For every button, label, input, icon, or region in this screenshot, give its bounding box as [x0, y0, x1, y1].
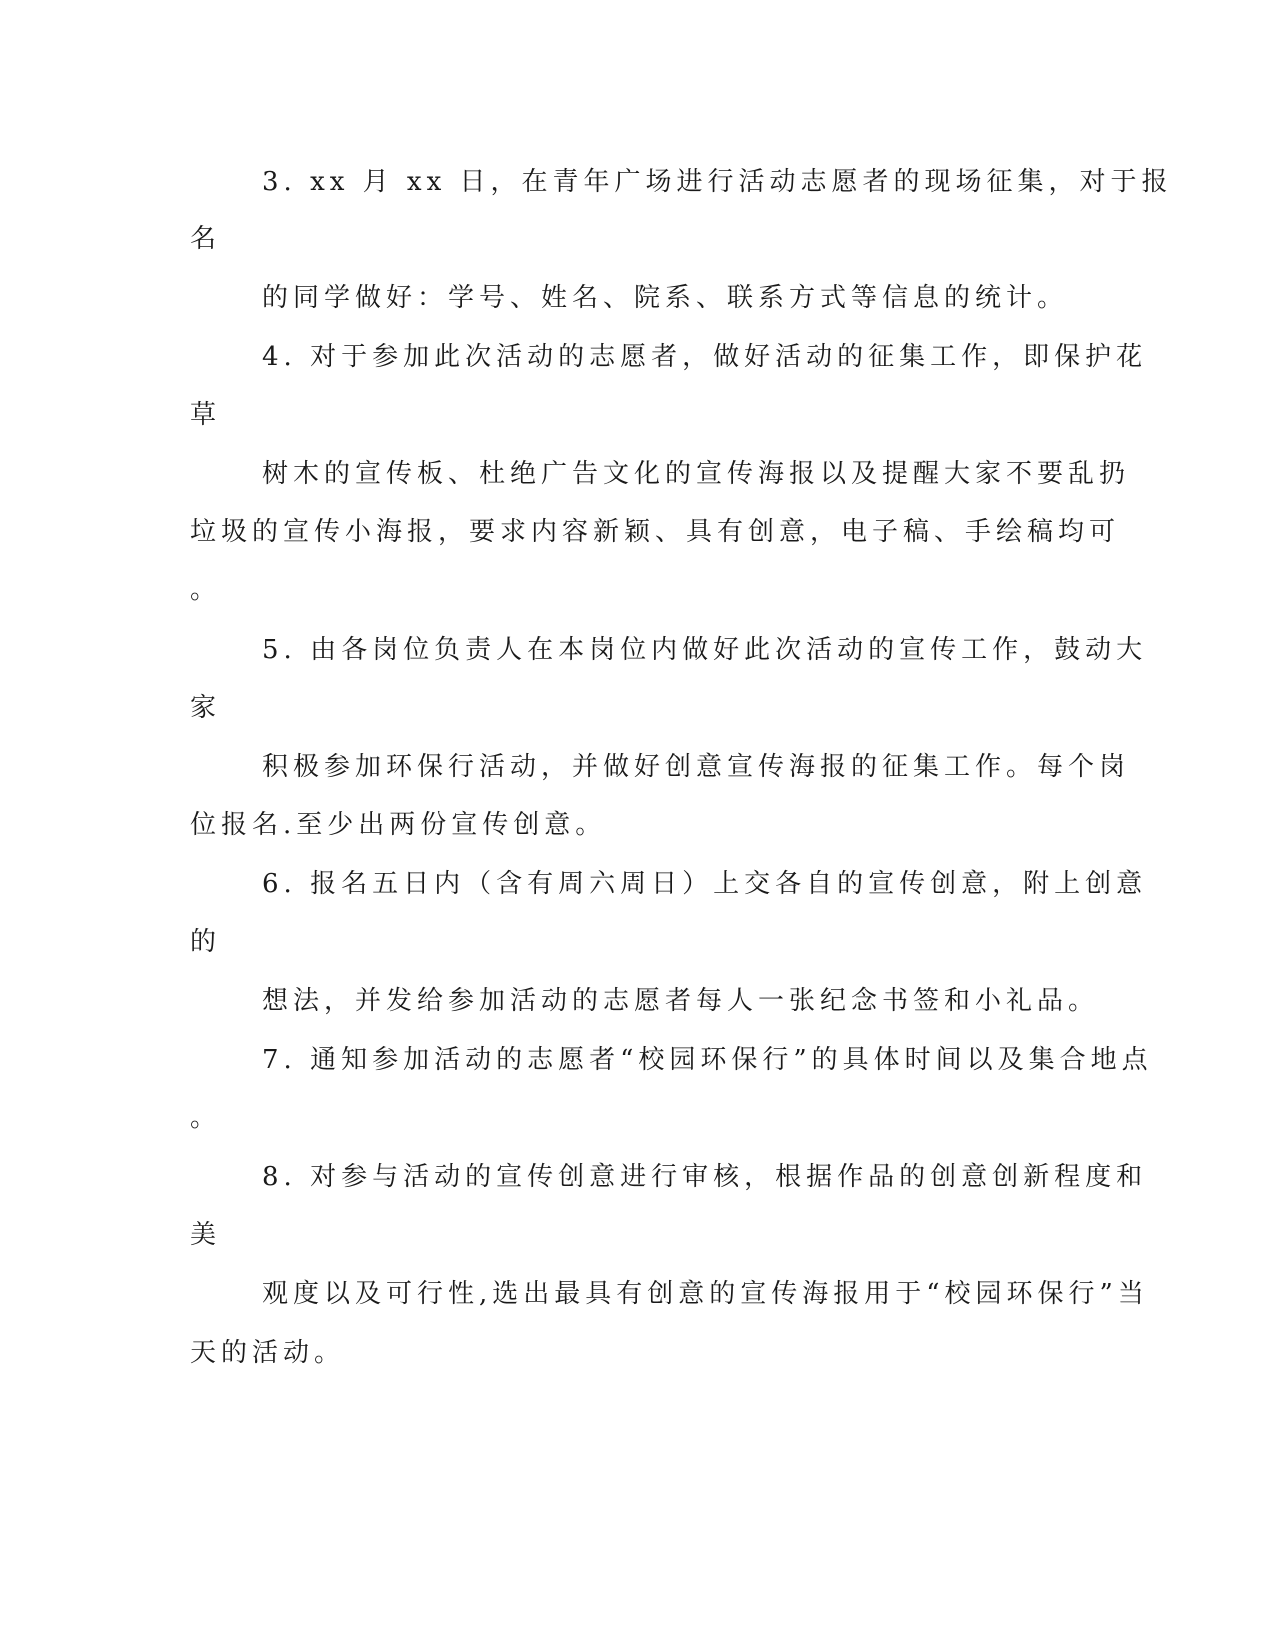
text-line: 的: [190, 927, 222, 957]
text-line: 的同学做好：学号、姓名、院系、联系方式等信息的统计。: [262, 283, 1069, 313]
text-line: 天的活动。: [190, 1338, 346, 1368]
text-line: 位报名.至少出两份宣传创意。: [190, 810, 607, 840]
text-line: 。: [190, 1103, 222, 1133]
text-line: 5. 由各岗位负责人在本岗位内做好此次活动的宣传工作，鼓动大: [262, 635, 1148, 665]
text-line: 垃圾的宣传小海报，要求内容新颖、具有创意，电子稿、手绘稿均可: [190, 517, 1121, 547]
text-line: 6. 报名五日内（含有周六周日）上交各自的宣传创意，附上创意: [262, 869, 1148, 899]
text-line: 名: [190, 224, 222, 254]
text-line: 3. xx 月 xx 日，在青年广场进行活动志愿者的现场征集，对于报: [262, 167, 1173, 197]
text-line: 。: [190, 575, 222, 605]
text-line: 树木的宣传板、杜绝广告文化的宣传海报以及提醒大家不要乱扔: [262, 459, 1131, 489]
text-line: 家: [190, 693, 222, 723]
text-line: 想法，并发给参加活动的志愿者每人一张纪念书签和小礼品。: [262, 986, 1100, 1016]
text-line: 7. 通知参加活动的志愿者“校园环保行”的具体时间以及集合地点: [262, 1045, 1153, 1075]
text-line: 4. 对于参加此次活动的志愿者，做好活动的征集工作，即保护花: [262, 342, 1148, 372]
text-line: 8. 对参与活动的宣传创意进行审核，根据作品的创意创新程度和: [262, 1162, 1148, 1192]
text-line: 积极参加环保行活动，并做好创意宣传海报的征集工作。每个岗: [262, 752, 1131, 782]
text-line: 美: [190, 1220, 222, 1250]
text-line: 观度以及可行性,选出最具有创意的宣传海报用于“校园环保行”当: [262, 1279, 1149, 1309]
text-line: 草: [190, 400, 222, 430]
